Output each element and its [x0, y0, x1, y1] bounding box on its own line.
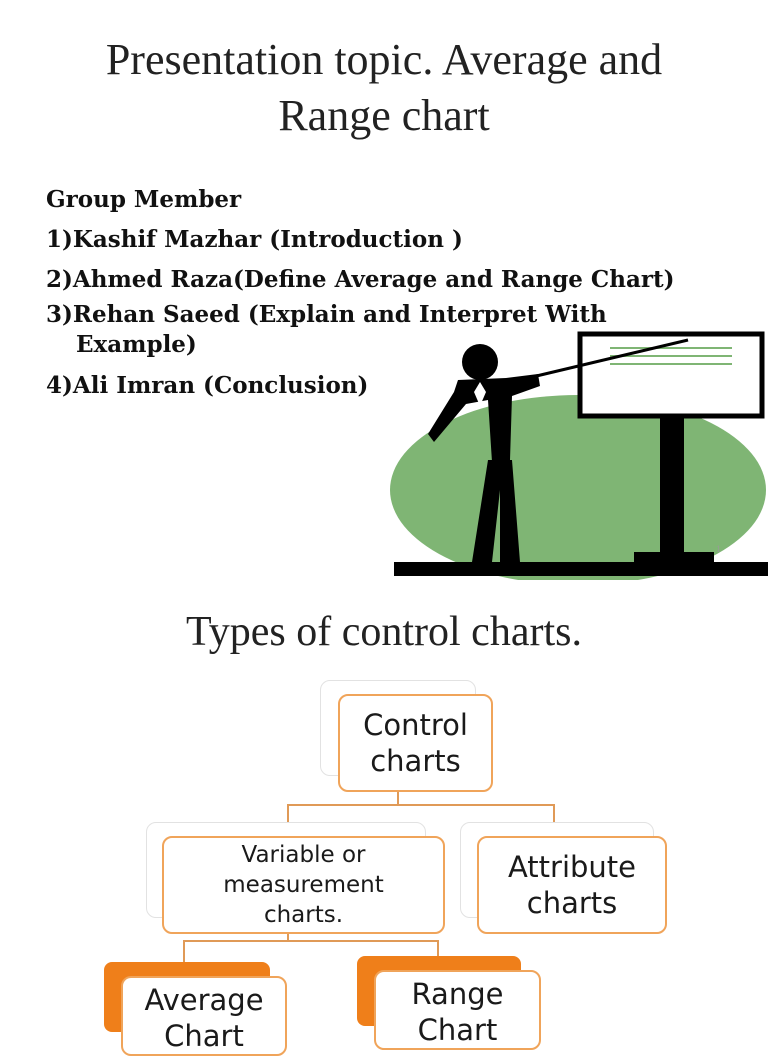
node-attribute-charts: Attribute charts [477, 836, 667, 934]
title-line-2: Range chart [278, 91, 490, 140]
slide-1-title [0, 32, 768, 144]
member-4: 4)Ali Imran (Conclusion) [46, 372, 369, 399]
member-1: 1)Kashif Mazhar (Introduction ) [46, 226, 463, 253]
group-heading: Group Member [46, 186, 242, 213]
slide-2-title: Types of control charts. [186, 609, 582, 655]
member-3: 3)Rehan Saeed (Explain and Interpret With Example) [46, 301, 607, 358]
presenter-clipart-icon [388, 330, 768, 580]
node-range-chart: Range Chart [374, 970, 541, 1050]
member-2: 2)Ahmed Raza(Define Average and Range Chart) [46, 266, 675, 293]
node-control-charts: Control charts [338, 694, 493, 792]
connector-level2-bar [183, 940, 439, 942]
connector-level1-bar [287, 804, 555, 806]
title-line-1: Presentation topic. Average and [105, 35, 663, 84]
page-number: 1 [716, 544, 721, 554]
connector-to-average [183, 940, 185, 964]
node-average-chart: Average Chart [121, 976, 287, 1056]
node-variable-charts: Variable or measurement charts. [162, 836, 445, 934]
slide-2 [0, 580, 768, 1053]
